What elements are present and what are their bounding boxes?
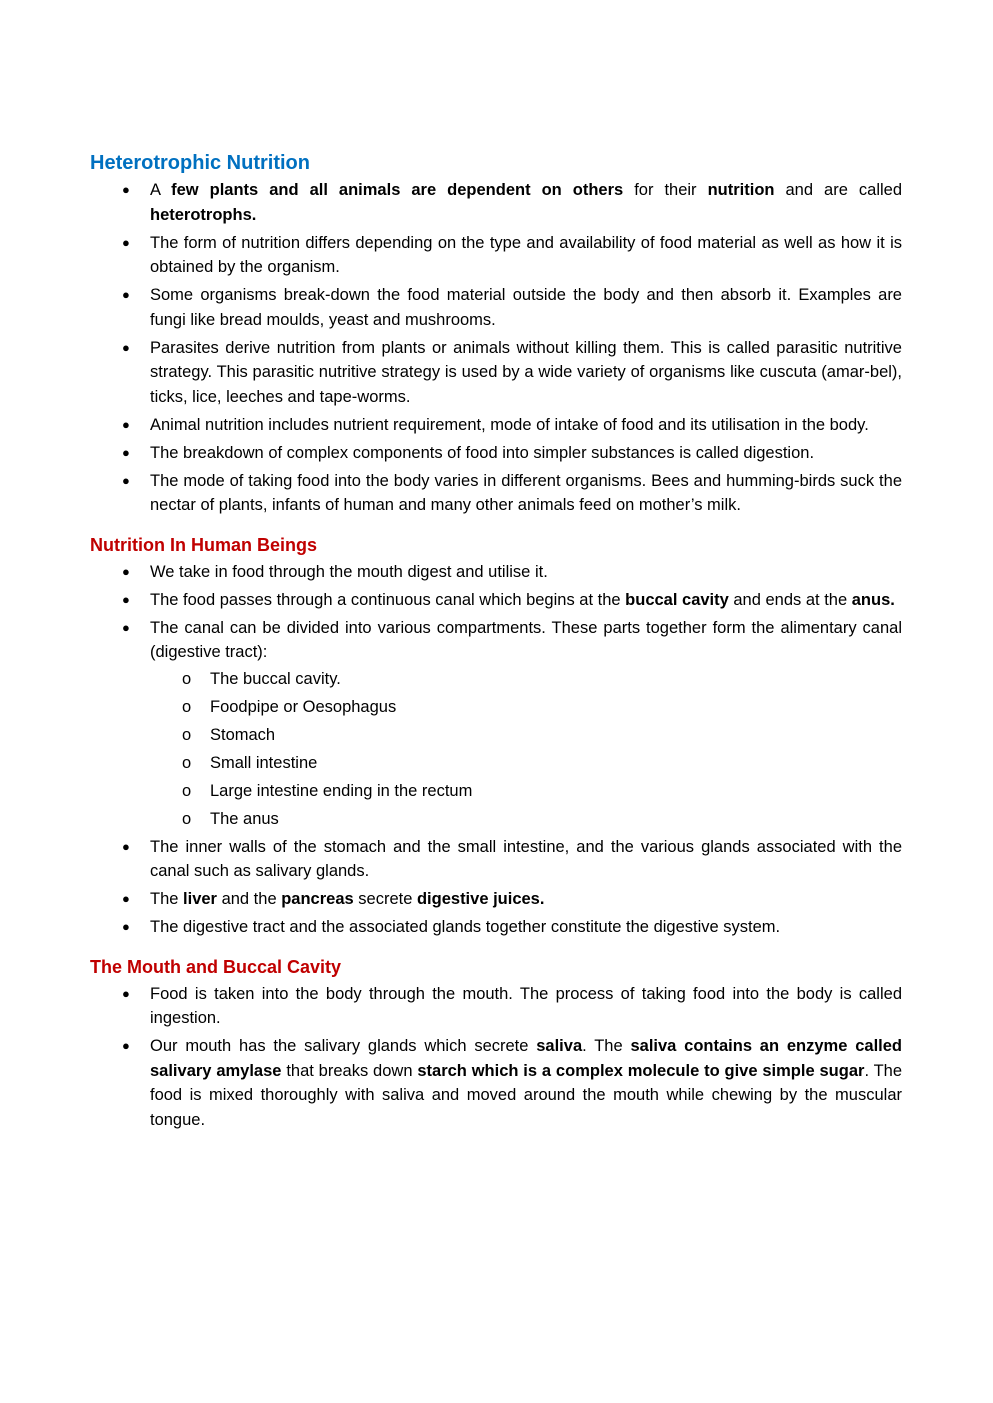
text: The breakdown of complex components of food into simpler substances is called digestion. <box>150 443 815 462</box>
bullet-dot-icon: ● <box>122 985 130 1001</box>
bullet-item <box>90 283 902 332</box>
bold-text: saliva <box>536 1037 583 1055</box>
bullet-item <box>90 835 902 884</box>
sub-bullet-item <box>90 779 902 804</box>
bullet-item <box>90 560 902 585</box>
bullet-dot-icon: ● <box>122 838 130 854</box>
sub-bullet-item <box>90 807 902 832</box>
text: Food is taken into the body through the mouth. The process of taking food into the body is called ingestion. <box>150 984 902 1027</box>
sub-bullet-text: The anus <box>210 809 279 828</box>
text: The <box>150 890 184 908</box>
bold-text: saliva contains an enzyme called salivary amylase <box>150 1037 902 1080</box>
bullet-dot-icon: ● <box>122 416 130 432</box>
bullet-item <box>90 588 902 613</box>
document-content <box>90 150 902 1146</box>
bold-text: nutrition <box>707 181 775 199</box>
sub-bullet-text: Large intestine ending in the rectum <box>210 781 473 800</box>
text: for their <box>623 181 708 199</box>
bullet-dot-icon: ● <box>122 591 130 607</box>
text: We take in food through the mouth digest and utilise it. <box>150 562 548 581</box>
section-the-mouth-and-buccal-cavity <box>90 954 902 1133</box>
sub-bullet-list <box>150 667 902 832</box>
bullet-list <box>90 178 902 518</box>
bullet-list <box>90 560 902 940</box>
text: The inner walls of the stomach and the small intestine, and the various glands associated with the canal such as salivary glands. <box>150 837 902 880</box>
text: The form of nutrition differs depending on the type and availability of food material as well as how it is obtained by the organism. <box>150 233 902 276</box>
text: that breaks down <box>281 1061 418 1080</box>
bullet-dot-icon: ● <box>122 339 130 355</box>
circle-bullet-icon: o <box>182 753 192 772</box>
text: A <box>150 181 172 199</box>
bullet-dot-icon: ● <box>122 444 130 460</box>
sub-bullet-text: Foodpipe or Oesophagus <box>210 697 397 716</box>
bullet-item <box>90 887 902 912</box>
circle-bullet-icon: o <box>182 725 192 744</box>
text: Our mouth has the salivary glands which secrete <box>150 1037 537 1055</box>
bullet-item <box>90 1034 902 1132</box>
text: . The food is mixed thoroughly with saliva and moved around the mouth while chewing by the muscular tongue. <box>150 1061 903 1129</box>
bullet-dot-icon: ● <box>122 287 130 302</box>
bullet-item <box>90 469 902 518</box>
circle-bullet-icon: o <box>182 809 192 828</box>
bullet-item <box>90 982 902 1031</box>
text: . The <box>582 1037 631 1055</box>
bold-text: anus. <box>851 590 895 609</box>
sub-bullet-text: The buccal cavity. <box>210 669 341 688</box>
bullet-list <box>90 982 902 1133</box>
bullet-dot-icon: ● <box>122 563 130 579</box>
text: The digestive tract and the associated glands together constitute the digestive system. <box>150 918 781 936</box>
section-heading: Nutrition In Human Beings <box>90 534 317 555</box>
text: The food passes through a continuous canal which begins at the <box>150 590 626 609</box>
bullet-dot-icon: ● <box>122 182 130 197</box>
section-heading: The Mouth and Buccal Cavity <box>90 956 342 977</box>
circle-bullet-icon: o <box>182 781 192 800</box>
sub-bullet-text: Small intestine <box>210 753 318 772</box>
bullet-dot-icon: ● <box>122 1038 130 1053</box>
bullet-dot-icon: ● <box>122 919 130 934</box>
text: and are called <box>774 181 902 199</box>
bold-text: digestive juices. <box>416 890 545 908</box>
bold-text: pancreas <box>281 890 354 908</box>
text: and ends at the <box>728 590 852 609</box>
bullet-item <box>90 413 902 438</box>
text: Animal nutrition includes nutrient requirement, mode of intake of food and its utilisation in the body. <box>150 415 869 434</box>
bullet-item <box>90 336 902 410</box>
text: Some organisms break-down the food material outside the body and then absorb it. Examples are fungi like bread moulds, yeast and mushrooms. <box>150 286 902 329</box>
bullet-dot-icon: ● <box>122 234 130 250</box>
bold-text: buccal cavity <box>625 590 729 609</box>
sub-bullet-text: Stomach <box>210 725 276 744</box>
circle-bullet-icon: o <box>182 669 192 688</box>
bullet-item <box>90 231 902 280</box>
bold-text: liver <box>183 890 217 908</box>
bullet-item <box>90 441 902 466</box>
text: The mode of taking food into the body varies in different organisms. Bees and humming-birds suck the nectar of plants, infants of human and many other animals feed on mother’s milk. <box>150 471 902 514</box>
bullet-item <box>90 915 902 940</box>
bullet-dot-icon: ● <box>122 619 130 635</box>
bullet-dot-icon: ● <box>122 891 130 906</box>
bullet-item <box>90 616 902 832</box>
bold-text: heterotrophs. <box>150 205 257 224</box>
bullet-dot-icon: ● <box>122 472 130 488</box>
text: secrete <box>353 890 417 908</box>
sub-bullet-item <box>90 751 902 776</box>
circle-bullet-icon: o <box>182 697 192 716</box>
section-heading: Heterotrophic Nutrition <box>90 152 310 174</box>
sub-bullet-item <box>90 667 902 692</box>
text: and the <box>216 890 282 908</box>
bold-text: few plants and all animals are dependent on others <box>171 181 624 199</box>
sub-bullet-item <box>90 723 902 748</box>
bold-text: starch which is a complex molecule to give simple sugar <box>417 1061 865 1080</box>
bullet-item <box>90 178 902 227</box>
sub-bullet-item <box>90 695 902 720</box>
text: Parasites derive nutrition from plants or animals without killing them. This is called parasitic nutritive strategy. This parasitic nutritive strategy is used by a wide variety of organisms like cuscuta (amar-bel), ticks, lice, leeches and tape-worms. <box>150 338 902 406</box>
section-heterotrophic-nutrition <box>90 150 902 518</box>
text: The canal can be divided into various compartments. These parts together form the alimentary canal (digestive tract): <box>150 618 902 661</box>
section-nutrition-in-human-beings <box>90 532 902 940</box>
